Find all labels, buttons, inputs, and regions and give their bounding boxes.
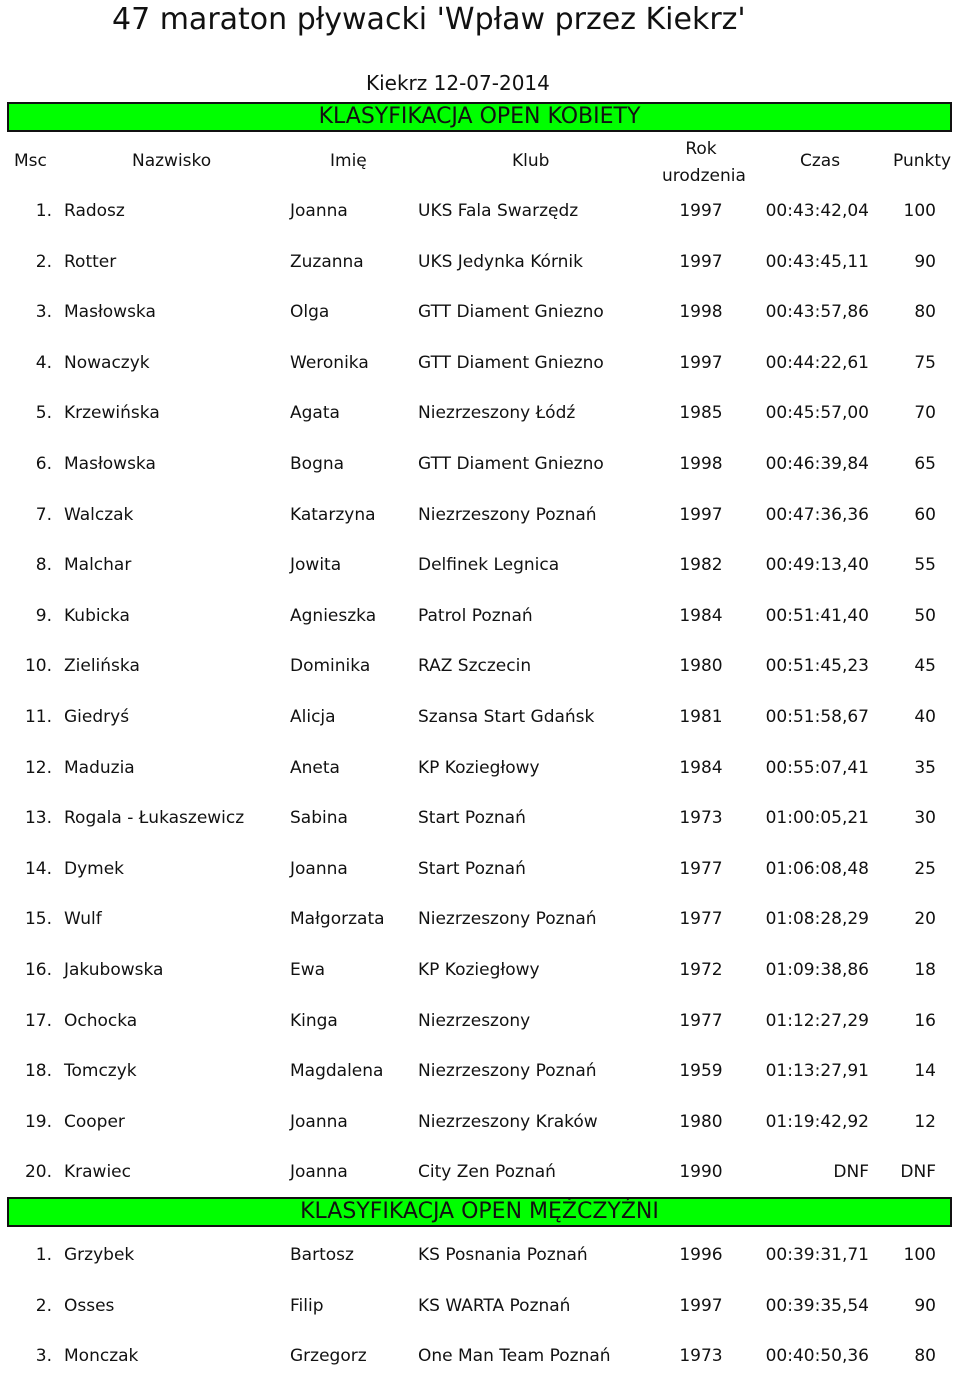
- club-cell: UKS Jedynka Kórnik: [418, 251, 583, 272]
- birth-year-cell: 1984: [679, 605, 723, 626]
- time-cell: 01:09:38,86: [765, 960, 869, 980]
- surname-cell: Radosz: [64, 201, 125, 221]
- place-cell: 6.: [35, 454, 52, 474]
- first-name-cell: Kinga: [290, 1010, 338, 1031]
- birth-year-cell: 1997: [679, 201, 723, 221]
- club-cell: Delfinek Legnica: [418, 555, 560, 576]
- birth-year-cell: 1997: [679, 251, 723, 272]
- birth-year-cell: 1990: [679, 1162, 723, 1183]
- time-cell: 01:12:27,29: [765, 1010, 869, 1031]
- club-cell: Niezrzeszony Kraków: [418, 1111, 598, 1132]
- surname-cell: Wulf: [64, 909, 102, 930]
- club-cell: Patrol Poznań: [418, 605, 533, 626]
- table-row: [0, 598, 960, 634]
- table-row: [0, 395, 960, 431]
- table-row: [0, 446, 960, 482]
- place-cell: 5.: [35, 403, 52, 424]
- birth-year-cell: 1998: [679, 454, 723, 474]
- header-rok-line2: urodzenia: [662, 166, 746, 186]
- surname-cell: Osses: [64, 1295, 115, 1316]
- table-row: [0, 497, 960, 533]
- points-cell: 30: [914, 808, 936, 829]
- first-name-cell: Olga: [290, 302, 330, 323]
- first-name-cell: Ewa: [290, 960, 326, 980]
- points-cell: 35: [914, 757, 936, 778]
- points-cell: 90: [914, 251, 936, 272]
- place-cell: 20.: [24, 1162, 52, 1183]
- place-cell: 1.: [35, 201, 52, 221]
- birth-year-cell: 1998: [679, 302, 723, 323]
- first-name-cell: Jowita: [290, 555, 342, 576]
- points-cell: 100: [903, 1245, 936, 1265]
- club-cell: Niezrzeszony Łódź: [418, 403, 576, 424]
- time-cell: 00:47:36,36: [765, 504, 869, 525]
- club-cell: GTT Diament Gniezno: [418, 454, 604, 474]
- first-name-cell: Zuzanna: [290, 251, 364, 272]
- table-row: [0, 547, 960, 583]
- first-name-cell: Agnieszka: [290, 605, 377, 626]
- table-row: [0, 244, 960, 280]
- header-czas: Czas: [800, 151, 841, 171]
- table-row: [0, 1154, 960, 1190]
- table-row: [0, 1338, 960, 1374]
- surname-cell: Monczak: [64, 1346, 139, 1367]
- points-cell: 40: [914, 707, 936, 727]
- surname-cell: Tomczyk: [64, 1061, 137, 1082]
- table-row: [0, 1104, 960, 1140]
- first-name-cell: Aneta: [290, 757, 340, 778]
- club-cell: Niezrzeszony Poznań: [418, 1061, 597, 1082]
- place-cell: 8.: [35, 555, 52, 576]
- surname-cell: Nowaczyk: [64, 352, 150, 373]
- birth-year-cell: 1977: [679, 858, 723, 879]
- points-cell: 50: [914, 605, 936, 626]
- first-name-cell: Agata: [290, 403, 340, 424]
- birth-year-cell: 1980: [679, 656, 723, 677]
- surname-cell: Jakubowska: [64, 960, 164, 980]
- time-cell: DNF: [833, 1162, 869, 1183]
- place-cell: 12.: [24, 757, 52, 778]
- header-klub: Klub: [512, 151, 550, 171]
- points-cell: 80: [914, 1346, 936, 1367]
- place-cell: 9.: [35, 605, 52, 626]
- club-cell: KP Koziegłowy: [418, 757, 540, 778]
- surname-cell: Rogala - Łukaszewicz: [64, 808, 245, 829]
- birth-year-cell: 1977: [679, 909, 723, 930]
- time-cell: 01:13:27,91: [765, 1061, 869, 1082]
- surname-cell: Zielińska: [64, 656, 140, 677]
- first-name-cell: Alicja: [290, 707, 336, 727]
- points-cell: 55: [914, 555, 936, 576]
- table-row: [0, 1237, 960, 1273]
- event-date: Kiekrz 12-07-2014: [366, 71, 550, 95]
- first-name-cell: Sabina: [290, 808, 348, 829]
- table-row: [0, 1003, 960, 1039]
- surname-cell: Krawiec: [64, 1162, 131, 1183]
- table-row: [0, 699, 960, 735]
- time-cell: 00:43:57,86: [765, 302, 869, 323]
- header-nazwisko: Nazwisko: [132, 151, 212, 171]
- time-cell: 01:08:28,29: [765, 909, 869, 930]
- surname-cell: Rotter: [64, 251, 117, 272]
- table-row: [0, 800, 960, 836]
- place-cell: 10.: [24, 656, 52, 677]
- surname-cell: Krzewińska: [64, 403, 160, 424]
- birth-year-cell: 1981: [679, 707, 723, 727]
- place-cell: 3.: [35, 302, 52, 323]
- club-cell: UKS Fala Swarzędz: [418, 201, 579, 221]
- club-cell: One Man Team Poznań: [418, 1346, 611, 1367]
- points-cell: 20: [914, 909, 936, 930]
- table-row: [0, 952, 960, 988]
- points-cell: 65: [914, 454, 936, 474]
- first-name-cell: Joanna: [290, 1111, 348, 1132]
- place-cell: 3.: [35, 1346, 52, 1367]
- women-classification-heading: KLASYFIKACJA OPEN KOBIETY: [7, 102, 952, 132]
- club-cell: City Zen Poznań: [418, 1162, 556, 1183]
- place-cell: 2.: [35, 1295, 52, 1316]
- birth-year-cell: 1980: [679, 1111, 723, 1132]
- points-cell: DNF: [900, 1162, 936, 1183]
- first-name-cell: Bogna: [290, 454, 345, 474]
- time-cell: 00:51:58,67: [765, 707, 869, 727]
- place-cell: 7.: [35, 504, 52, 525]
- first-name-cell: Dominika: [290, 656, 371, 677]
- club-cell: Start Poznań: [418, 808, 526, 829]
- club-cell: KP Koziegłowy: [418, 960, 540, 980]
- points-cell: 100: [903, 201, 936, 221]
- birth-year-cell: 1984: [679, 757, 723, 778]
- surname-cell: Grzybek: [64, 1245, 135, 1265]
- birth-year-cell: 1959: [679, 1061, 723, 1082]
- first-name-cell: Joanna: [290, 858, 348, 879]
- time-cell: 01:00:05,21: [765, 808, 869, 829]
- first-name-cell: Katarzyna: [290, 504, 376, 525]
- time-cell: 00:43:42,04: [765, 201, 869, 221]
- header-rok-line1: Rok: [685, 139, 717, 159]
- points-cell: 60: [914, 504, 936, 525]
- points-cell: 12: [914, 1111, 936, 1132]
- birth-year-cell: 1997: [679, 352, 723, 373]
- place-cell: 17.: [24, 1010, 52, 1031]
- first-name-cell: Joanna: [290, 1162, 348, 1183]
- header-punkty: Punkty: [893, 151, 952, 171]
- club-cell: RAZ Szczecin: [418, 656, 532, 677]
- points-cell: 25: [914, 858, 936, 879]
- header-msc: Msc: [14, 151, 47, 171]
- first-name-cell: Grzegorz: [290, 1346, 367, 1367]
- birth-year-cell: 1985: [679, 403, 723, 424]
- place-cell: 11.: [24, 707, 52, 727]
- club-cell: KS Posnania Poznań: [418, 1245, 588, 1265]
- surname-cell: Kubicka: [64, 605, 130, 626]
- points-cell: 80: [914, 302, 936, 323]
- club-cell: GTT Diament Gniezno: [418, 302, 604, 323]
- club-cell: Szansa Start Gdańsk: [418, 707, 595, 727]
- surname-cell: Dymek: [64, 858, 125, 879]
- first-name-cell: Filip: [290, 1295, 324, 1316]
- birth-year-cell: 1996: [679, 1245, 723, 1265]
- time-cell: 00:55:07,41: [765, 757, 869, 778]
- birth-year-cell: 1982: [679, 555, 723, 576]
- table-row: [0, 750, 960, 786]
- first-name-cell: Joanna: [290, 201, 348, 221]
- points-cell: 90: [914, 1295, 936, 1316]
- time-cell: 00:44:22,61: [765, 352, 869, 373]
- time-cell: 01:19:42,92: [765, 1111, 869, 1132]
- surname-cell: Masłowska: [64, 454, 156, 474]
- club-cell: GTT Diament Gniezno: [418, 352, 604, 373]
- time-cell: 00:51:41,40: [765, 605, 869, 626]
- place-cell: 2.: [35, 251, 52, 272]
- place-cell: 15.: [24, 909, 52, 930]
- time-cell: 00:40:50,36: [765, 1346, 869, 1367]
- points-cell: 18: [914, 960, 936, 980]
- club-cell: KS WARTA Poznań: [418, 1295, 571, 1316]
- surname-cell: Malchar: [64, 555, 132, 576]
- first-name-cell: Małgorzata: [290, 909, 385, 930]
- surname-cell: Walczak: [64, 504, 134, 525]
- surname-cell: Masłowska: [64, 302, 156, 323]
- first-name-cell: Weronika: [290, 352, 369, 373]
- time-cell: 01:06:08,48: [765, 858, 869, 879]
- points-cell: 75: [914, 352, 936, 373]
- first-name-cell: Bartosz: [290, 1245, 354, 1265]
- page-title: 47 maraton pływacki 'Wpław przez Kiekrz': [112, 2, 746, 37]
- first-name-cell: Magdalena: [290, 1061, 384, 1082]
- surname-cell: Ochocka: [64, 1010, 138, 1031]
- birth-year-cell: 1977: [679, 1010, 723, 1031]
- men-classification-heading: KLASYFIKACJA OPEN MĘŻCZYŹNI: [7, 1197, 952, 1227]
- points-cell: 14: [914, 1061, 936, 1082]
- points-cell: 16: [914, 1010, 936, 1031]
- table-row: [0, 1053, 960, 1089]
- time-cell: 00:39:31,71: [765, 1245, 869, 1265]
- place-cell: 1.: [35, 1245, 52, 1265]
- place-cell: 14.: [24, 858, 52, 879]
- surname-cell: Giedryś: [64, 707, 130, 727]
- club-cell: Niezrzeszony Poznań: [418, 504, 597, 525]
- place-cell: 4.: [35, 352, 52, 373]
- birth-year-cell: 1973: [679, 808, 723, 829]
- club-cell: Start Poznań: [418, 858, 526, 879]
- place-cell: 19.: [24, 1111, 52, 1132]
- points-cell: 70: [914, 403, 936, 424]
- time-cell: 00:46:39,84: [765, 454, 869, 474]
- table-row: [0, 345, 960, 381]
- table-row: [0, 851, 960, 887]
- table-row: [0, 648, 960, 684]
- club-cell: Niezrzeszony Poznań: [418, 909, 597, 930]
- table-row: [0, 294, 960, 330]
- place-cell: 16.: [24, 960, 52, 980]
- column-header-row: [0, 134, 960, 188]
- time-cell: 00:43:45,11: [765, 251, 869, 272]
- time-cell: 00:39:35,54: [765, 1295, 869, 1316]
- table-row: [0, 901, 960, 937]
- table-row: [0, 193, 960, 229]
- birth-year-cell: 1997: [679, 504, 723, 525]
- points-cell: 45: [914, 656, 936, 677]
- time-cell: 00:45:57,00: [765, 403, 869, 424]
- birth-year-cell: 1973: [679, 1346, 723, 1367]
- header-imie: Imię: [330, 151, 367, 171]
- time-cell: 00:49:13,40: [765, 555, 869, 576]
- place-cell: 13.: [24, 808, 52, 829]
- surname-cell: Cooper: [64, 1111, 125, 1132]
- club-cell: Niezrzeszony: [418, 1010, 531, 1031]
- time-cell: 00:51:45,23: [765, 656, 869, 677]
- place-cell: 18.: [24, 1061, 52, 1082]
- table-row: [0, 1288, 960, 1324]
- surname-cell: Maduzia: [64, 757, 135, 778]
- birth-year-cell: 1972: [679, 960, 723, 980]
- birth-year-cell: 1997: [679, 1295, 723, 1316]
